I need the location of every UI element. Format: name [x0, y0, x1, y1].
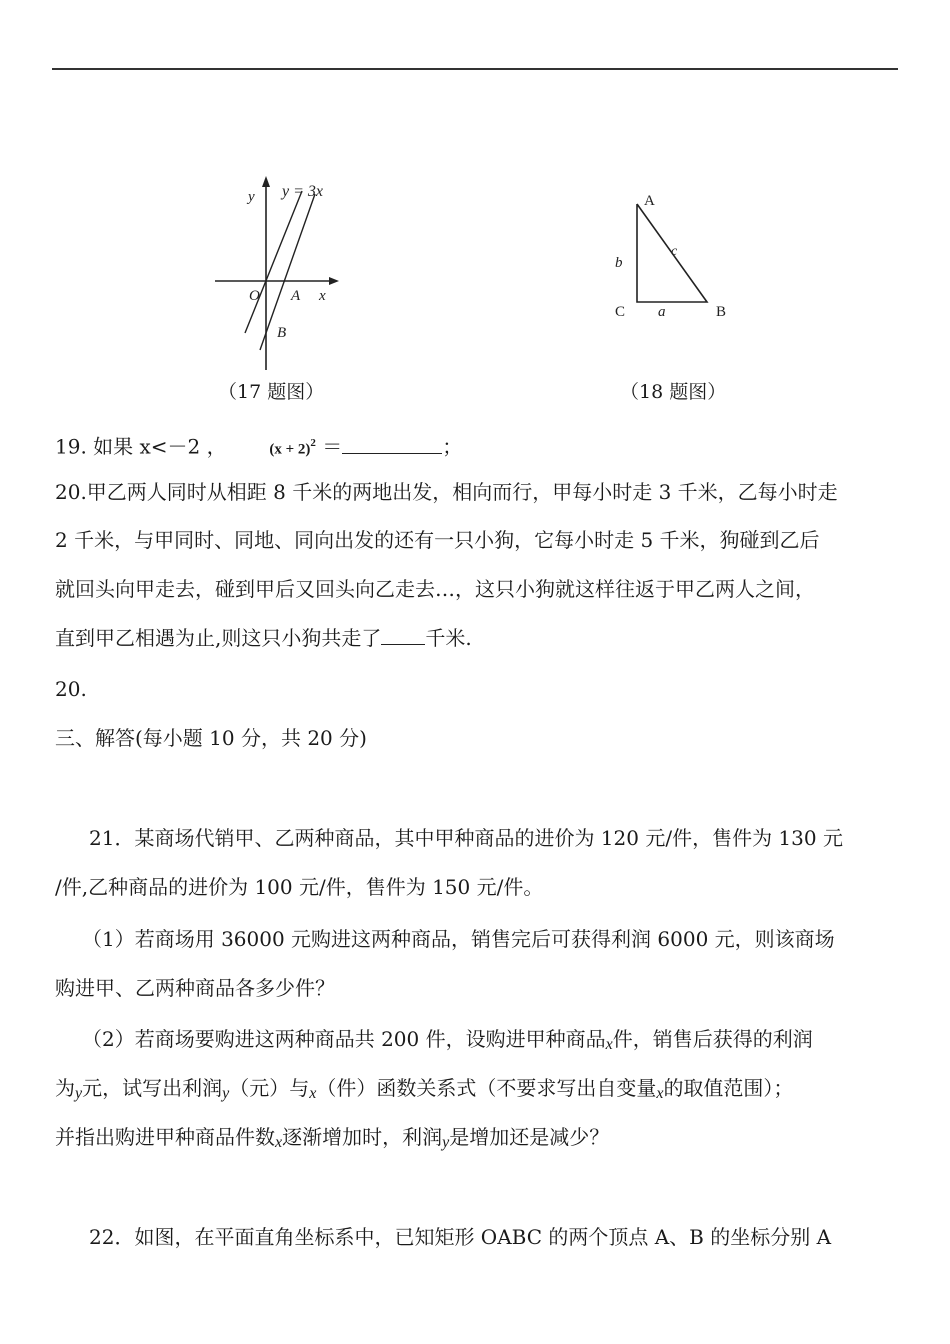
label-origin: O	[249, 288, 260, 304]
question-19	[55, 431, 462, 462]
q21-part-1-line-2: 购进甲、乙两种商品各多少件？	[55, 976, 335, 1000]
label-eq: y = 3x	[282, 183, 323, 200]
label-vertex-c: C	[615, 304, 626, 320]
figure-17-graph	[205, 170, 350, 375]
var-x-2: x	[309, 1085, 317, 1102]
q19-answer-blank[interactable]	[342, 435, 396, 454]
q19-expression: (x + 2)	[269, 441, 311, 458]
var-y: y	[75, 1085, 83, 1102]
q20-line-4-text: 直到甲乙相遇为止,则这只小狗共走了	[55, 626, 382, 650]
q21-text-profit: 元，试写出利润	[82, 1076, 223, 1100]
q22-line-1: 22．如图，在平面直角坐标系中，已知矩形 OABC 的两个顶点 A、B 的坐标分别 A	[89, 1225, 832, 1249]
q19-equals: ＝	[322, 434, 343, 459]
label-y: y	[248, 189, 255, 205]
q19-answer-blank-bold	[396, 435, 432, 454]
header-rule	[52, 68, 898, 70]
figure-18-triangle	[605, 188, 735, 323]
label-side-c: c	[671, 244, 678, 259]
q20-line-3: 就回头向甲走去，碰到甲后又回头向乙走去…，这只小狗就这样往返于甲乙两人之间，	[55, 577, 815, 601]
figure-17-caption: （17 题图）	[218, 381, 325, 403]
var-x-3: x	[656, 1085, 664, 1102]
q20-repeat-number: 20.	[55, 677, 87, 701]
q19-prefix: 19. 如果 x<－2 ，	[55, 434, 227, 459]
q21-text-function: （件）函数关系式（不要求写出自变量	[316, 1076, 657, 1100]
q20-line-4-unit: 千米.	[425, 626, 472, 650]
q21-line-2: /件,乙种商品的进价为 100 元/件，售件为 150 元/件。	[55, 875, 544, 899]
label-side-a: a	[658, 304, 666, 320]
q21-part-2-line-1	[82, 1027, 813, 1057]
q21-text-wei: 为	[55, 1076, 75, 1100]
q20-line-2: 2 千米，与甲同时、同地、同向出发的还有一只小狗，它每小时走 5 千米，狗碰到乙后	[55, 528, 820, 552]
y-axis-arrow-icon	[262, 176, 270, 187]
q21-part-2-text-b: 件，销售后获得的利润	[612, 1027, 813, 1051]
q21-part-2-line-3	[55, 1125, 609, 1155]
label-b-point: B	[277, 325, 287, 341]
q20-line-4	[55, 626, 472, 650]
label-a-point: A	[291, 288, 301, 304]
line-ab	[260, 194, 315, 350]
q21-text-increase: 逐渐增加时，利润	[282, 1125, 443, 1149]
section-3-heading: 三、解答(每小题 10 分，共 20 分)	[55, 726, 367, 750]
q21-text-count: 并指出购进甲种商品件数	[55, 1125, 275, 1149]
q19-exponent: 2	[310, 437, 316, 449]
var-x-4: x	[275, 1134, 283, 1151]
q20-line-1: 20.甲乙两人同时从相距 8 千米的两地出发，相向而行，甲每小时走 3 千米，乙每小时走	[55, 480, 838, 504]
x-axis-arrow-icon	[329, 277, 339, 285]
figure-18-caption: （18 题图）	[620, 381, 727, 403]
q21-text-range: 的取值范围）；	[663, 1076, 794, 1100]
q21-part-2-line-2	[55, 1076, 793, 1106]
label-side-b: b	[615, 255, 623, 271]
q21-part-2-text-a: （2）若商场要购进这两种商品共 200 件，设购进甲种商品	[82, 1027, 606, 1051]
q21-part-1-line-1: （1）若商场用 36000 元购进这两种商品，销售完后可获得利润 6000 元，则该商场	[82, 927, 835, 951]
label-x: x	[319, 288, 326, 304]
var-y-2: y	[222, 1085, 230, 1102]
q19-end: ；	[442, 434, 463, 459]
var-x: x	[605, 1036, 613, 1053]
var-y-3: y	[442, 1134, 450, 1151]
q21-line-1: 21．某商场代销甲、乙两种商品，其中甲种商品的进价为 120 元/件，售件为 130 元	[89, 826, 843, 850]
label-vertex-b: B	[716, 304, 727, 320]
label-vertex-a: A	[644, 193, 655, 209]
q20-answer-blank[interactable]	[381, 626, 425, 645]
q19-answer-blank-tail	[432, 435, 442, 454]
q21-text-yuan: （元）与	[229, 1076, 310, 1100]
q21-text-question: 是增加还是减少？	[449, 1125, 610, 1149]
